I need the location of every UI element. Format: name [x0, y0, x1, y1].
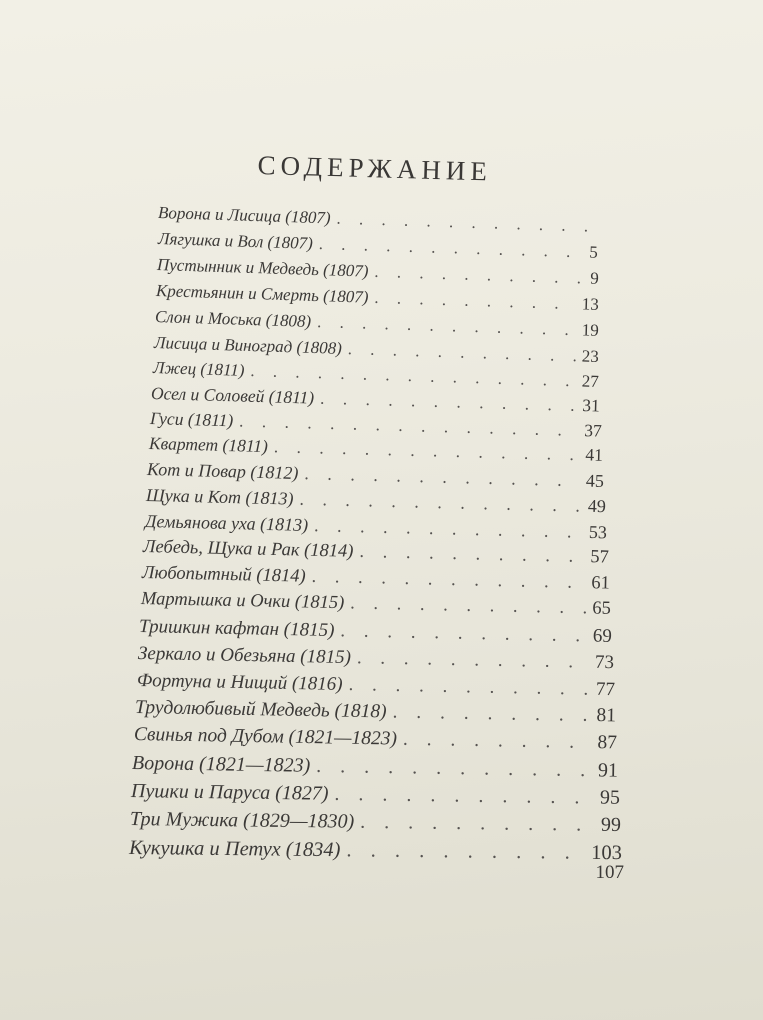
- entry-page-number: 65: [592, 598, 612, 619]
- dot-leader: [347, 339, 576, 366]
- dot-leader: [304, 463, 580, 491]
- entry-page-number: 49: [587, 495, 607, 517]
- entry-page-number: 45: [585, 470, 605, 491]
- entry-title: Щука и Кот (1813): [145, 485, 294, 509]
- toc-entry: [135, 697, 616, 727]
- entry-page-number: 31: [582, 395, 601, 416]
- entry-page-number: 5: [589, 242, 599, 262]
- entry-page-number: 103: [591, 841, 623, 865]
- entry-page-number: 27: [581, 371, 600, 392]
- toc-entry: [134, 724, 617, 754]
- dot-leader: [374, 288, 576, 314]
- dot-leader: [299, 489, 582, 517]
- entry-page-number: 41: [585, 444, 604, 465]
- entry-page-number: 69: [592, 625, 613, 647]
- entry-title: Ворона и Лисица (1807): [157, 203, 331, 228]
- entry-page-number: 99: [600, 813, 622, 836]
- dot-leader: [359, 542, 584, 568]
- dot-leader: [320, 388, 577, 416]
- entry-title: Трудолюбивый Медведь (1818): [134, 697, 387, 723]
- dot-leader: [316, 755, 592, 782]
- dot-leader: [357, 647, 589, 673]
- entry-title: Мартышка и Очки (1815): [140, 589, 345, 614]
- entry-title: Три Мужика (1829—1830): [129, 808, 355, 833]
- toc-entry: [132, 752, 618, 783]
- entry-title: Кот и Повар (1812): [146, 459, 299, 483]
- toc-entry: [130, 808, 621, 837]
- toc-entry: [129, 837, 622, 865]
- entry-page-number: 77: [595, 678, 616, 701]
- entry-title: Лисица и Виноград (1808): [153, 333, 343, 358]
- entry-title: Осел и Соловей (1811): [150, 383, 315, 408]
- entry-title: Лягушка и Вол (1807): [157, 229, 314, 253]
- dot-leader: [334, 783, 594, 810]
- entry-page-number: 91: [597, 759, 619, 782]
- entry-title: Лжец (1811): [152, 358, 245, 380]
- entry-title: Слон и Моська (1808): [154, 307, 312, 331]
- entry-title: Фортуна и Нищий (1816): [136, 670, 343, 695]
- entry-page-number: 13: [581, 294, 600, 314]
- toc-entry: [131, 780, 620, 810]
- entry-page-number: 19: [581, 320, 600, 340]
- entry-page-number: 37: [584, 420, 603, 441]
- entry-title: Квартет (1811): [148, 433, 269, 457]
- entry-page-number: 9: [590, 268, 600, 288]
- entry-title: Любопытный (1814): [141, 563, 306, 587]
- dot-leader: [317, 312, 576, 340]
- dot-leader: [314, 515, 583, 543]
- dot-leader: [340, 620, 587, 647]
- dot-leader: [392, 701, 590, 726]
- page-number-107: 107: [595, 862, 624, 883]
- toc-entry: [137, 670, 615, 701]
- entry-title: Гуси (1811): [149, 408, 234, 431]
- entry-title: Пустынник и Медведь (1807): [156, 255, 369, 281]
- entry-page-number: 23: [581, 346, 600, 366]
- entry-page-number: 61: [591, 573, 611, 594]
- dot-leader: [346, 839, 585, 864]
- entry-page-number: 87: [597, 732, 618, 754]
- entry-page-number: 57: [590, 547, 610, 568]
- entry-title: Свинья под Дубом (1821—1823): [133, 724, 398, 750]
- toc-entry: [139, 616, 612, 648]
- toc-entry: [141, 589, 611, 620]
- dot-leader: [274, 436, 580, 465]
- entry-title: Зеркало и Обезьяна (1815): [137, 643, 352, 669]
- entry-title: Ворона (1821—1823): [131, 752, 311, 777]
- dot-leader: [360, 811, 595, 837]
- entry-page-number: 53: [588, 521, 608, 543]
- entry-title: Лебедь, Щука и Рак (1814): [142, 537, 354, 562]
- entry-page-number: 73: [594, 651, 615, 674]
- dot-leader: [336, 209, 606, 237]
- entry-page-number: 95: [599, 786, 621, 809]
- dot-leader: [374, 262, 584, 289]
- contents-heading: СОДЕРЖАНИЕ: [257, 150, 493, 187]
- toc-entry: [138, 643, 614, 674]
- dot-leader: [403, 729, 592, 754]
- dot-leader: [311, 567, 585, 594]
- dot-leader: [348, 674, 590, 701]
- entry-page-number: 81: [596, 705, 617, 727]
- entry-title: Пушки и Паруса (1827): [130, 780, 329, 805]
- dot-leader: [319, 234, 584, 262]
- entry-title: Крестьянин и Смерть (1807): [155, 281, 369, 307]
- entry-title: Демьянова уха (1813): [144, 511, 309, 535]
- entry-title: Тришкин кафтан (1815): [138, 616, 335, 642]
- entry-title: Кукушка и Петух (1834): [128, 837, 341, 862]
- trailing-page-number: [590, 862, 624, 884]
- dot-leader: [350, 593, 587, 619]
